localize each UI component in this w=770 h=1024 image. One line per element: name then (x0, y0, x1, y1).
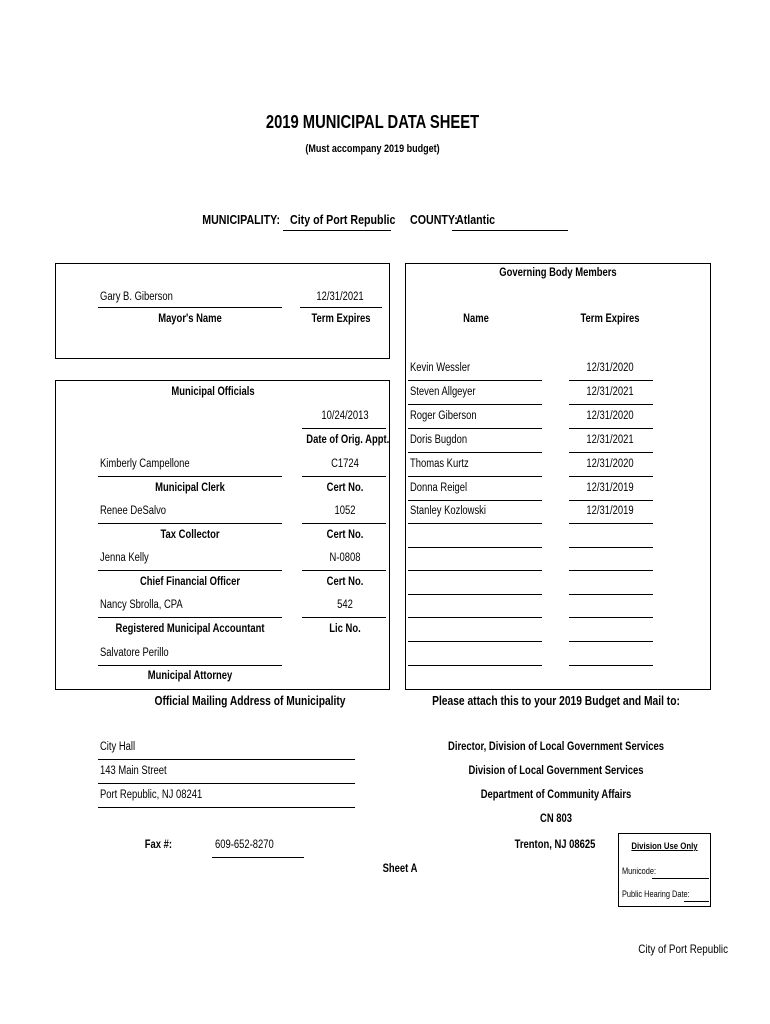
attach-line: Director, Division of Local Government Services (448, 741, 664, 753)
division-use-title: Division Use Only (631, 841, 698, 852)
officials-heading: Municipal Officials (171, 386, 255, 398)
fax-label: Fax #: (144, 839, 172, 851)
member-term: 12/31/2021 (586, 434, 634, 446)
mailing-line: Port Republic, NJ 08241 (100, 789, 203, 801)
member-term: 12/31/2019 (586, 482, 634, 494)
accountant-lic-label: Lic No. (329, 623, 361, 635)
member-name: Thomas Kurtz (410, 458, 469, 470)
hearing-date-label: Public Hearing Date: (622, 889, 690, 899)
municode-label: Municode: (622, 866, 657, 876)
mayor-term-label: Term Expires (311, 313, 371, 325)
tax-collector-cert: 1052 (334, 505, 356, 517)
member-name: Steven Allgeyer (410, 386, 476, 398)
accountant-lic: 542 (337, 599, 353, 611)
attach-line: Department of Community Affairs (480, 789, 632, 801)
member-name: Kevin Wessler (410, 362, 471, 374)
municipality-value: City of Port Republic (290, 212, 396, 227)
mayor-name: Gary B. Giberson (100, 291, 173, 303)
member-term: 12/31/2019 (586, 505, 634, 517)
member-name: Stanley Kozlowski (410, 505, 487, 517)
cfo-title: Chief Financial Officer (139, 576, 241, 588)
county-value: Atlantic (456, 212, 496, 227)
member-name: Donna Reigel (410, 482, 468, 494)
tax-collector-name: Renee DeSalvo (100, 505, 167, 517)
clerk-cert-label: Cert No. (326, 482, 364, 494)
cfo-cert: N-0808 (329, 552, 361, 564)
footer-municipality: City of Port Republic (638, 942, 728, 956)
gb-term-label: Term Expires (580, 313, 640, 325)
municipality-label: MUNICIPALITY: (202, 212, 280, 227)
cfo-cert-label: Cert No. (326, 576, 364, 588)
cfo-name: Jenna Kelly (100, 552, 149, 564)
mayor-box (55, 263, 390, 359)
mayor-name-label: Mayor's Name (158, 313, 222, 325)
accountant-title: Registered Municipal Accountant (115, 623, 265, 635)
county-label: COUNTY: (410, 212, 458, 227)
mailing-heading: Official Mailing Address of Municipality (154, 694, 346, 708)
gb-name-label: Name (463, 313, 489, 325)
attach-line: CN 803 (540, 813, 572, 825)
member-term: 12/31/2020 (586, 362, 634, 374)
mailing-line: 143 Main Street (100, 765, 167, 777)
member-term: 12/31/2020 (586, 458, 634, 470)
mailing-line: City Hall (100, 741, 136, 753)
clerk-name: Kimberly Campellone (100, 458, 190, 470)
governing-body-heading: Governing Body Members (499, 267, 617, 279)
sheet-label: Sheet A (382, 863, 418, 875)
attach-line: Trenton, NJ 08625 (514, 839, 596, 851)
accountant-name: Nancy Sbrolla, CPA (100, 599, 183, 611)
page-subtitle: (Must accompany 2019 budget) (305, 143, 440, 155)
tax-collector-cert-label: Cert No. (326, 529, 364, 541)
attach-heading: Please attach this to your 2019 Budget and Mail to: (432, 694, 680, 708)
mayor-term: 12/31/2021 (316, 291, 364, 303)
attach-line: Division of Local Government Services (468, 765, 644, 777)
member-term: 12/31/2020 (586, 410, 634, 422)
attorney-name: Salvatore Perillo (100, 647, 169, 659)
clerk-title: Municipal Clerk (155, 482, 225, 494)
fax-value: 609-652-8270 (215, 839, 274, 851)
member-term: 12/31/2021 (586, 386, 634, 398)
clerk-cert: C1724 (331, 458, 359, 470)
attorney-title: Municipal Attorney (147, 670, 233, 682)
page-title: 2019 MUNICIPAL DATA SHEET (265, 112, 480, 132)
orig-appt-label: Date of Orig. Appt. (306, 434, 390, 446)
orig-appt-date: 10/24/2013 (321, 410, 369, 422)
tax-collector-title: Tax Collector (160, 529, 220, 541)
member-name: Roger Giberson (410, 410, 477, 422)
member-name: Doris Bugdon (410, 434, 468, 446)
